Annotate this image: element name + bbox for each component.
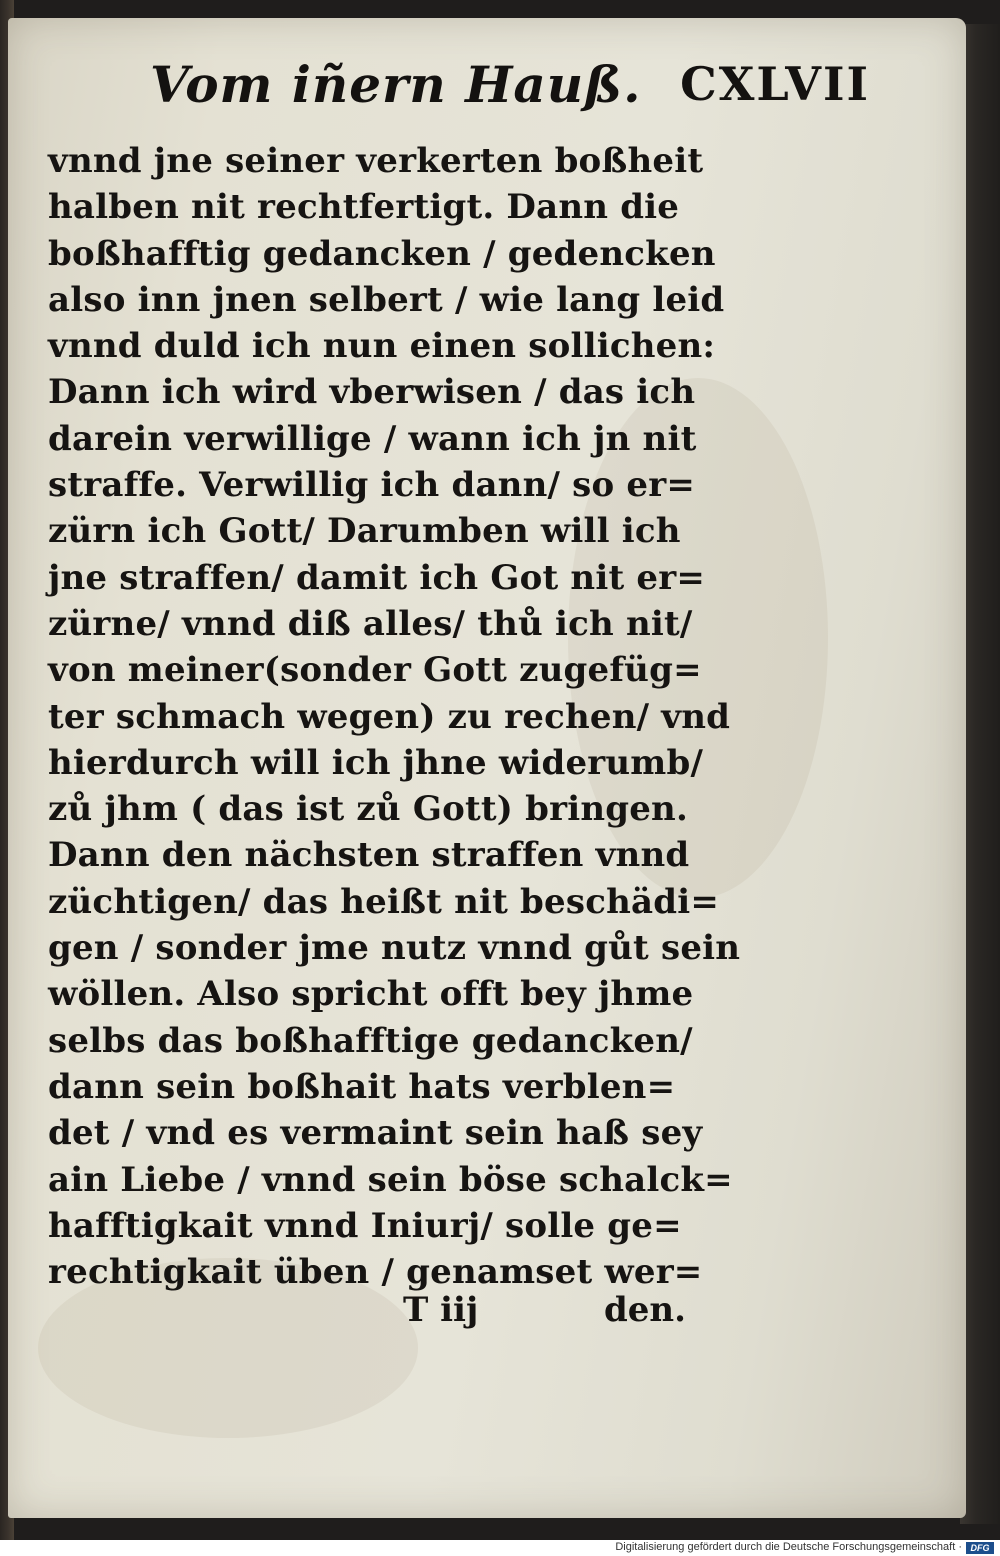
page-edge-shadow [960,24,1000,1524]
text-line: von meiner(sonder Gott zugefüg= [48,650,702,691]
page-footer [48,1290,698,1340]
text-line: hafftigkait vnnd Iniurj/ solle ge= [48,1205,682,1246]
text-line: dann sein boßhait hats verblen= [48,1066,676,1107]
signature-mark: T iij [403,1290,479,1330]
text-line: ter schmach wegen) zu rechen/ vnd [48,696,731,737]
text-line: Dann den nächsten straffen vnnd [48,835,690,876]
folio-number: CXLVII [680,57,870,111]
body-text [48,138,741,1295]
text-line: züchtigen/ das heißt nit beschädi= [48,881,720,922]
text-line: straffe. Verwillig ich dann/ so er= [48,465,696,506]
text-line: zů jhm ( das ist zů Gott) bringen. [48,789,689,830]
text-line: wöllen. Also spricht offt bey jhme [48,974,694,1015]
text-line: zürn ich Gott/ Darumben will ich [48,511,681,552]
text-line: darein verwillige / wann ich jn nit [48,418,697,459]
text-line: ain Liebe / vnnd sein böse schalck= [48,1159,733,1200]
digitization-credit-bar [0,1540,1000,1556]
dfg-logo[interactable]: DFG [966,1542,994,1554]
text-line: det / vnd es vermaint sein haß sey [48,1113,703,1154]
text-line: vnnd duld ich nun einen sollichen: [48,326,716,367]
text-line: vnnd jne seiner verkerten boßheit [48,141,704,181]
text-line: rechtigkait üben / genamset wer= [48,1252,703,1293]
catchword: den. [604,1290,686,1330]
text-line: gen / sonder jme nutz vnnd gůt sein [48,928,741,969]
text-line: halben nit rechtfertigt. Dann die [48,187,680,228]
text-line: jne straffen/ damit ich Got nit er= [48,557,706,598]
text-line: selbs das boßhafftige gedancken/ [48,1020,693,1061]
digitization-credit: Digitalisierung gefördert durch die Deutsche Forschungsgemeinschaft · [615,1541,962,1553]
running-head [150,55,870,125]
text-line: hierdurch will ich jhne widerumb/ [48,742,704,783]
text-line: Dann ich wird vberwisen / das ich [48,372,696,413]
text-line: also inn jnen selbert / wie lang leid [48,279,725,320]
running-head-title: Vom iñern Hauß. [150,55,642,114]
text-line: boßhafftig gedancken / gedencken [48,233,716,274]
text-line: zürne/ vnnd diß alles/ thů ich nit/ [48,603,693,644]
